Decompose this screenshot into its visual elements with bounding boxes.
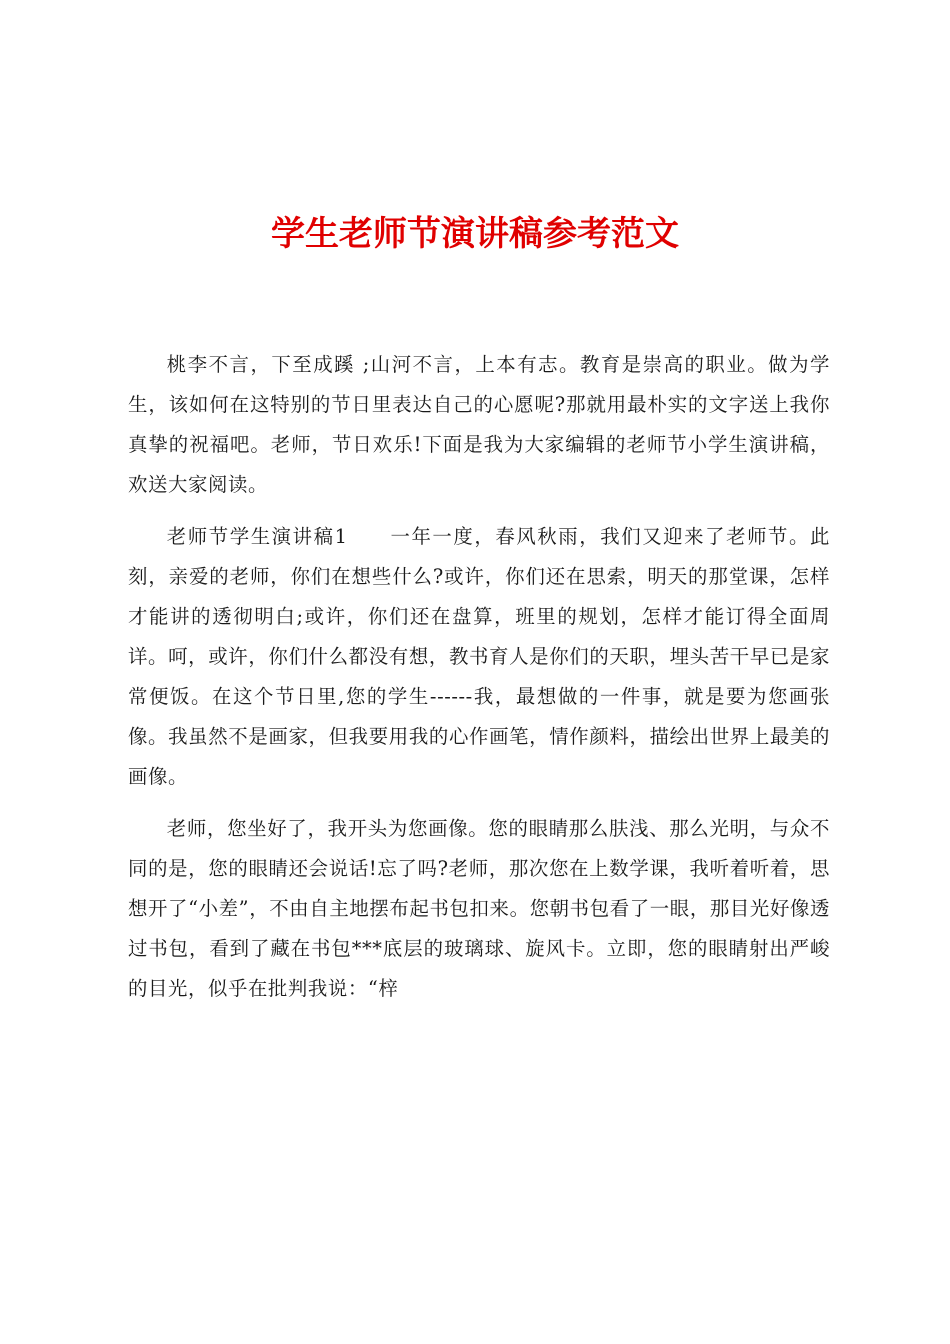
document-body <box>128 345 830 1021</box>
paragraph-intro: 桃李不言，下至成蹊 ;山河不言，上本有志。教育是崇高的职业。做为学生，该如何在这特别的节日里表达自己的心愿呢?那就用最朴实的文字送上我你真挚的祝福吧。老师，节日欢乐!下面是我为大家编辑的老师节小学生演讲稿，欢送大家阅读。 <box>128 353 830 496</box>
paragraph-portrait: 老师，您坐好了，我开头为您画像。您的眼睛那么肤浅、那么光明，与众不同的是，您的眼睛还会说话!忘了吗?老师，那次您在上数学课，我听着听着，思想开了“小差”，不由自主地摆布起书包扣来。您朝书包看了一眼，那目光好像透过书包，看到了藏在书包***底层的玻璃球、旋风卡。立即，您的眼睛射出严峻的目光，似乎在批判我说：“梓 <box>128 817 830 1000</box>
paragraph-speech-1: 老师节学生演讲稿1 一年一度，春风秋雨，我们又迎来了老师节。此刻，亲爱的老师，你们在想些什么?或许，你们还在思索，明天的那堂课，怎样才能讲的透彻明白;或许，你们还在盘算，班里的规划，怎样才能订得全面周详。呵，或许，你们什么都没有想，教书育人是你们的天职，埋头苦干早已是家常便饭。在这个节日里,您的学生------我，最想做的一件事，就是要为您画张像。我虽然不是画家，但我要用我的心作画笔，情作颜料，描绘出世界上最美的画像。 <box>128 525 830 788</box>
document-title: 学生老师节演讲稿参考范文 <box>271 214 679 254</box>
